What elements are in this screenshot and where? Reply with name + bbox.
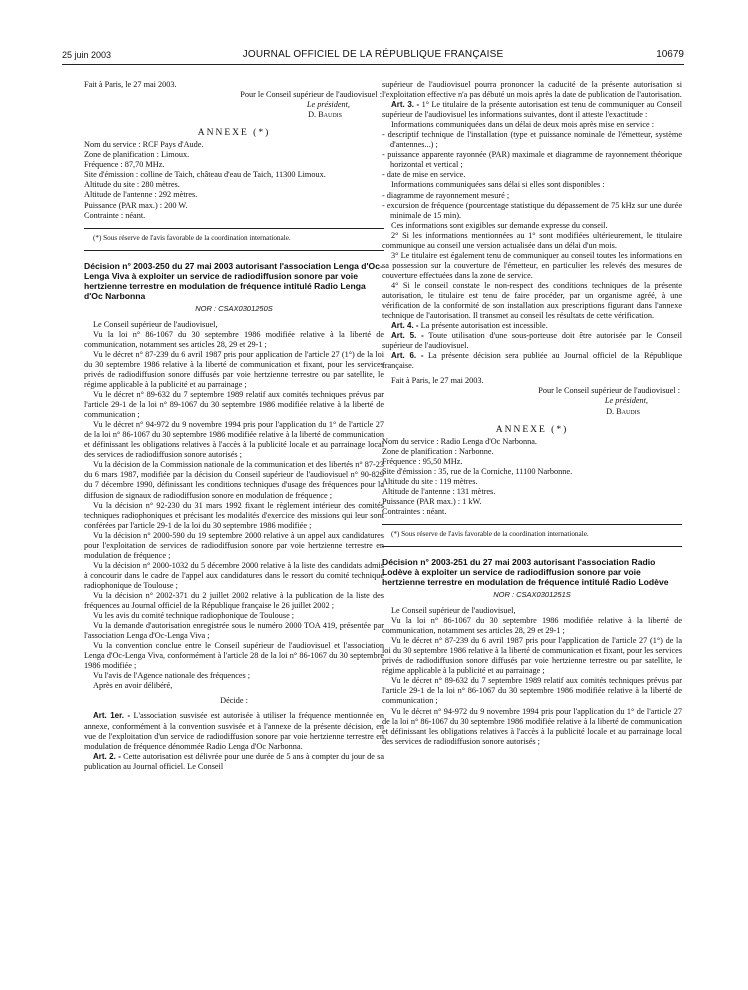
paragraph: Après en avoir délibéré, [93,681,173,691]
signature-role: Le président, [604,396,648,406]
annex-footnote: (*) Sous réserve de l'avis favorable de la coordination internationale. [391,529,589,538]
paragraph: Vu le décret n° 89-632 du 7 septembre 1989 relatif aux comités techniques prévus par l'article 29-1 de la loi n° 89-1067 du 30 septembre 1986 modifiée relative à la liberté de communication ; [84,390,384,420]
nor-reference: NOR : CSAX0301251S [493,590,571,600]
annex-line: Nom du service : Radio Lenga d'Oc Narbonna. [382,436,537,446]
paragraph: Vu le décret n° 89-632 du 7 septembre 1989 relatif aux comités techniques prévus par l'article 29-1 de la loi n° 86-1067 du 30 septembre 1986 modifiée relative à la liberté de communication ; [382,676,682,706]
signature-block [84,90,384,120]
header-page-number: 10679 [656,49,684,60]
paragraph: Vu la décision n° 2002-371 du 2 juillet 2002 relative à la publication de la liste des fréquences au Journal officiel de la République française le 26 juillet 2002 ; [84,590,384,611]
separator-rule [382,546,682,547]
signature-intro: Pour le Conseil supérieur de l'audiovisuel : [240,90,382,100]
signature-name: D. Baudis [308,110,342,120]
right-column [382,80,682,980]
article-4: Art. 4. - La présente autorisation est incessible. [391,321,548,331]
annex-line: Altitude de l'antenne : 131 mètres. [382,486,496,496]
paragraph: Le Conseil supérieur de l'audiovisuel, [93,319,218,329]
paragraph: Vu la demande d'autorisation enregistrée sous le numéro 2000 TOA 419, présentée par l'association Lenga d'Oc-Lenga Viva ; [84,621,384,641]
annex-line: Altitude de l'antenne : 292 mètres. [84,190,198,200]
decision-title: Décision n° 2003-251 du 27 mai 2003 autorisant l'association Radio Lodève à exploiter un service de radiodiffusion sonore par voie hertzienne terrestre en modulation de fréquence intitulé Radio Lodève [382,557,669,588]
annex-line: Contraintes : néant. [382,506,447,516]
list-item: - date de mise en service. [382,170,466,180]
annex-line: Contrainte : néant. [84,210,146,220]
annex-footnote: (*) Sous réserve de l'avis favorable de la coordination internationale. [93,233,291,242]
left-column [84,80,384,980]
paragraph: Le Conseil supérieur de l'audiovisuel, [391,606,516,616]
article-3: Art. 3. - 1° Le titulaire de la présente autorisation est tenu de communiquer au Conseil supérieur de l'audiovisuel les informations suivantes, dont il atteste l'exactitude : [382,100,682,120]
decision-title: Décision n° 2003-250 du 27 mai 2003 autorisant l'association Lenga d'Oc-Lenga Viva à exploiter un service de radiodiffusion sonore par voie hertzienne terrestre en modulation de fréquence intitulé Radio Lenga d'Oc Narbonna [84,260,383,301]
paragraph: Vu le décret n° 94-972 du 9 novembre 1994 pris pour l'application du 1° de l'article 27 de la loi n° 86-1067 du 30 septembre 1986 modifiée relative à la liberté de communication et définissant les obligations relatives à l'accès à la publicité locale et au parrainage local des services de radiodiffusion sonore autorisés ; [84,420,384,460]
annex-list [84,140,384,220]
paragraph: Ces informations sont exigibles sur demande expresse du conseil. [391,220,608,230]
paragraph: Vu le décret n° 94-972 du 9 novembre 1994 pris pour l'application du 1° de l'article 27 de la loi n° 86-1067 du 30 septembre 1986 modifiée relative à la liberté de communication et définissant les obligations relatives à l'accès à la publicité locale et au parrainage local des services de radiodiffusion sonore autorisés ; [382,706,682,746]
annex-line: Zone de planification : Limoux. [84,150,190,160]
list-item: - descriptif technique de l'installation (type et puissance nominale de l'émetteur, système d'antennes...) ; [382,130,682,150]
separator-rule [84,250,384,251]
paragraph: Vu la décision n° 92-230 du 31 mars 1992 fixant le règlement intérieur des comités techniques radiophoniques et précisant les modalités d'exercice des missions qui leur sont conférées par l'article 29-1 de la loi du 30 septembre 1986 modifiée ; [84,500,384,530]
separator-rule [382,524,682,525]
paragraph: Vu l'avis de l'Agence nationale des fréquences ; [93,671,251,681]
paragraph: Vu le décret n° 87-239 du 6 avril 1987 pris pour l'application de l'article 27 (1°) de la loi du 30 septembre 1986 relative à la liberté de communication et fixant, pour les services privés de radiodiffusion sonore diffusés par voie hertzienne terrestre ou par satellite, le régime applicable à la publicité et au parrainage ; [382,636,682,676]
article-1: Art. 1er. - L'association susvisée est autorisée à utiliser la fréquence mentionnée en annexe, conformément à la convention susvisée et à l'annexe de la présente décision, en vue de l'exploitation d'un service de radiodiffusion sonore par voie hertzienne terrestre en modulation de fréquence dénommée Radio Lenga d'Oc Narbonna. [84,711,384,751]
annex-title: ANNEXE (*) [197,128,271,139]
paragraph: Vu la décision n° 2000-1032 du 5 décembre 2000 relative à la liste des candidats admis à concourir dans le cadre de l'appel aux candidatures dans le ressort du comité technique radiophonique de Toulouse ; [84,560,384,590]
paragraph: 4° Si le conseil constate le non-respect des conditions techniques de la présente autorisation, le titulaire est tenu de faire procéder, par un organisme agréé, à une vérification de la conformité de son installation aux prescriptions figurant dans l'annexe technique de l'autorisation. Il transmet au conseil les résultats de cette vérification. [382,280,682,321]
annex-line: Site d'émission : colline de Taich, château d'eau de Taich, 11300 Limoux. [84,170,326,180]
annex-line: Altitude du site : 119 mètres. [382,476,478,486]
paragraph: supérieur de l'audiovisuel pourra prononcer la caducité de la présente autorisation si l'exploitation effective n'a pas débuté un mois après la date de publication de l'autorisation. [382,80,682,100]
annex-title: ANNEXE (*) [495,424,569,435]
paragraph: 3° Le titulaire est également tenu de communiquer au conseil toutes les informations en sa possession sur la couverture de l'émetteur, en particulier les relevés des mesures de couverture effectuées dans la zone de service. [382,250,682,280]
annex-line: Puissance (PAR max.) : 200 W. [84,200,188,210]
annex-line: Site d'émission : 35, rue de la Corniche, 11100 Narbonne. [382,466,573,476]
paragraph: Vu le décret n° 87-239 du 6 avril 1987 pris pour application de l'article 27 (1°) de la loi du 30 septembre 1986 relative à la liberté de communication et fixant, pour les services privés de radiodiffusion sonore diffusés par voie hertzienne terrestre ou par satellite, le régime applicable à la publicité et au parrainage ; [84,349,384,389]
annex-line: Altitude du site : 280 mètres. [84,180,180,190]
fait-line: Fait à Paris, le 27 mai 2003. [391,376,484,386]
fait-line: Fait à Paris, le 27 mai 2003. [84,80,177,89]
list-item: - puissance apparente rayonnée (PAR) maximale et diagramme de rayonnement théorique horizontal et vertical ; [382,150,682,170]
page-header [62,48,684,65]
paragraph: 2° Si les informations mentionnées au 1° sont modifiées ultérieurement, le titulaire communique au conseil une version actualisée dans un délai d'un mois. [382,230,682,250]
annex-line: Nom du service : RCF Pays d'Aude. [84,140,204,150]
paragraph: Vu la convention conclue entre le Conseil supérieur de l'audiovisuel et l'association Lenga d'Oc-Lenga Viva, conformément à l'article 28 de la loi n° 86-1067 du 30 septembre 1986 modifiée ; [84,641,384,671]
paragraph: Informations communiquées sans délai si elles sont disponibles : [391,180,605,190]
annex-list [382,437,682,517]
header-journal-title: JOURNAL OFFICIEL DE LA RÉPUBLIQUE FRANÇAISE [242,49,504,60]
list-item: - excursion de fréquence (pourcentage statistique du dépassement de 75 kHz sur une durée minimale de 15 min). [382,200,682,220]
separator-rule [84,228,384,229]
header-date: 25 juin 2003 [62,50,112,60]
annex-line: Zone de planification : Narbonne. [382,446,494,456]
signature-intro: Pour le Conseil supérieur de l'audiovisuel : [538,386,680,396]
paragraph: Informations communiquées dans un délai de deux mois après mise en service : [391,120,655,130]
signature-name: D. Baudis [606,406,640,416]
nor-reference: NOR : CSAX0301250S [195,303,273,313]
paragraph: Vu la décision de la Commission nationale de la communication et des libertés n° 87-23 du 6 mars 1987, modifiée par la décision du Conseil supérieur de l'audiovisuel n° 90-829 du 7 décembre 1990, définissant les conditions techniques d'usage des fréquences pour la diffusion de signaux de radiodiffusion sonore en modulation de fréquence ; [84,460,384,500]
article-2: Art. 2. - Cette autorisation est délivrée pour une durée de 5 ans à compter du jour de sa publication au Journal officiel. Le Conseil [84,751,384,771]
signature-block [382,386,682,416]
article-6: Art. 6. - La présente décision sera publiée au Journal officiel de la République française. [382,351,682,371]
annex-line: Fréquence : 87,70 MHz. [84,160,165,170]
paragraph: Vu les avis du comité technique radiophonique de Toulouse ; [93,611,295,621]
list-item: - diagramme de rayonnement mesuré ; [382,190,510,200]
paragraph: Vu la loi n° 86-1067 du 30 septembre 1986 modifiée relative à la liberté de communication, notamment ses articles 28, 29 et 29-1 ; [382,616,682,636]
annex-line: Fréquence : 95,50 MHz. [382,456,463,466]
paragraph: Vu la décision n° 2000-590 du 19 septembre 2000 relative à un appel aux candidatures pour l'exploitation de services de radiodiffusion sonore par voie hertzienne terrestre en modulation de fréquence ; [84,530,384,560]
paragraph: Vu la loi n° 86-1067 du 30 septembre 1986 modifiée relative à la liberté de communication, notamment ses articles 28, 29 et 29-1 ; [84,329,384,349]
decide-heading: Décide : [220,696,248,706]
annex-line: Puissance (PAR max.) : 1 kW. [382,496,482,506]
signature-role: Le président, [306,100,350,110]
article-5: Art. 5. - Toute utilisation d'une sous-porteuse doit être autorisée par le Conseil supérieur de l'audiovisuel. [382,331,682,351]
